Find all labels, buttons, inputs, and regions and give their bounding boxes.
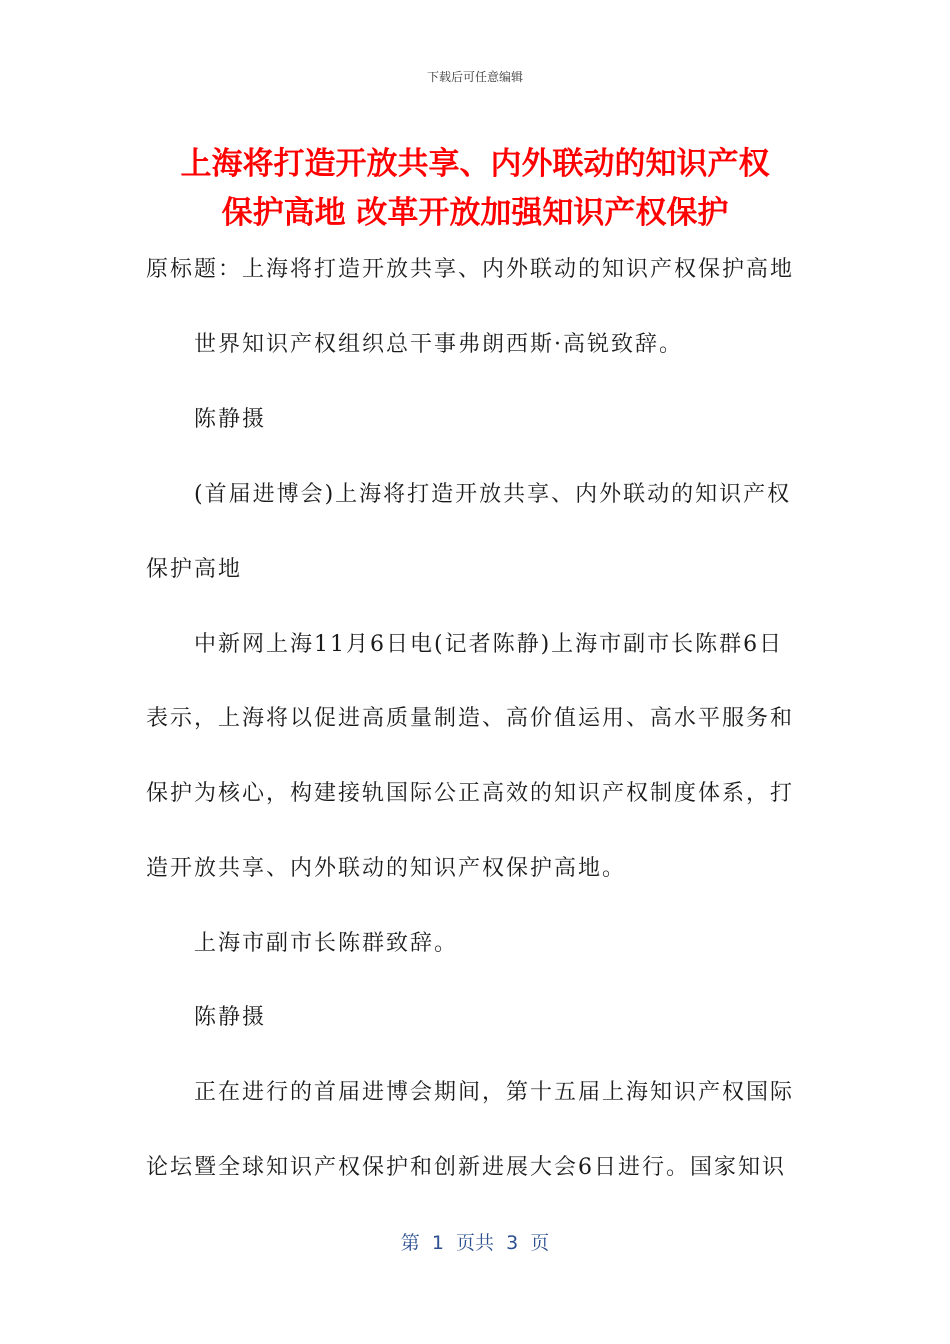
original-title-line: 原标题：上海将打造开放共享、内外联动的知识产权保护高地 [146,257,795,282]
body-paragraph-line: (首届进博会)上海将打造开放共享、内外联动的知识产权 [194,482,792,507]
photo-caption: 世界知识产权组织总干事弗朗西斯·高锐致辞。 [194,332,683,357]
body-paragraph-line: 保护为核心，构建接轨国际公正高效的知识产权制度体系，打 [146,781,795,806]
body-paragraph-line: 正在进行的首届进博会期间，第十五届上海知识产权国际 [194,1080,795,1105]
photo-credit: 陈静摄 [194,407,267,432]
photo-credit: 陈静摄 [194,1005,267,1030]
body-paragraph-line: 造开放共享、内外联动的知识产权保护高地。 [146,856,627,881]
body-paragraph-line: 论坛暨全球知识产权保护和创新进展大会6日进行。国家知识 [146,1155,786,1180]
body-paragraph-line: 表示，上海将以促进高质量制造、高价值运用、高水平服务和 [146,706,795,731]
photo-caption: 上海市副市长陈群致辞。 [194,931,459,956]
document-title-line-1: 上海将打造开放共享、内外联动的知识产权 [180,146,770,182]
header-note: 下载后可任意编辑 [426,70,523,84]
document-title-line-2: 保护高地 改革开放加强知识产权保护 [221,195,729,231]
page-number-footer: 第 1 页共 3 页 [400,1232,550,1254]
body-paragraph-line: 保护高地 [146,557,243,582]
body-paragraph-line: 中新网上海11月6日电(记者陈静)上海市副市长陈群6日 [194,632,784,657]
